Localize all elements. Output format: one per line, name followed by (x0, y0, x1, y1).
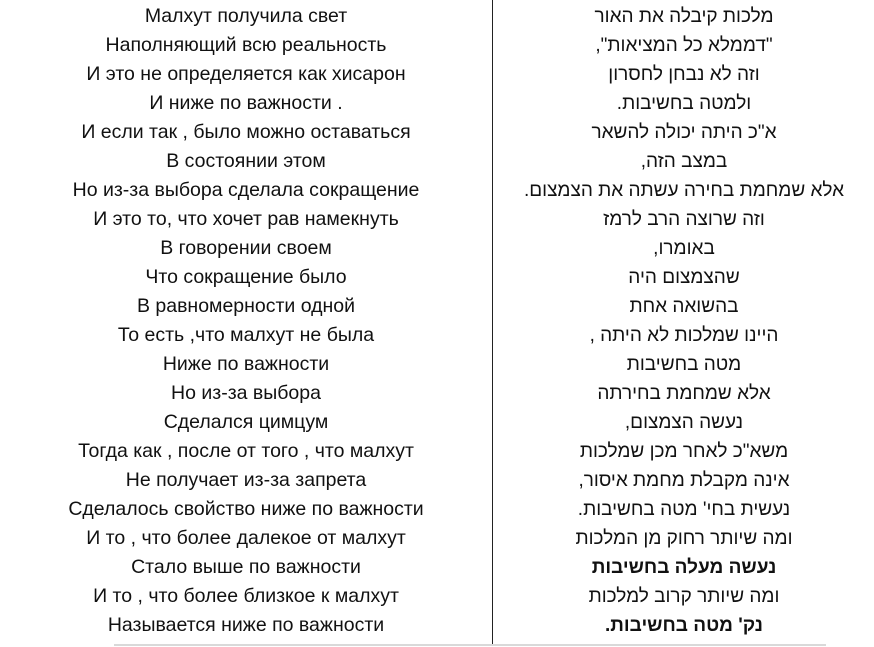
hebrew-line: ולמטה בחשיבות. (616, 93, 752, 114)
russian-line: Ниже по важности (162, 353, 330, 375)
hebrew-line: מטה בחשיבות (626, 354, 742, 375)
russian-line: Наполняющий всю реальность (105, 34, 387, 56)
hebrew-line: אינה מקבלת מחמת איסור, (578, 470, 790, 491)
russian-line: То есть ,что малхут не была (117, 324, 375, 346)
hebrew-line: אלא שמחמת בחירה עשתה את הצמצום. (523, 180, 845, 201)
hebrew-line: בהשואה אחת (629, 296, 739, 317)
hebrew-line: נעשה הצמצום, (624, 412, 744, 433)
russian-column (0, 2, 492, 640)
hebrew-line: נעשית בחי' מטה בחשיבות. (577, 499, 791, 520)
russian-line: И то , что более далекое от малхут (86, 527, 406, 549)
hebrew-line: "דממלא כל המציאות", (595, 35, 773, 56)
russian-line: Сделалось свойство ниже по важности (68, 498, 424, 520)
hebrew-line: שהצמצום היה (628, 267, 740, 288)
hebrew-line: משא"כ לאחר מכן שמלכות (579, 441, 789, 462)
russian-line: Не получает из-за запрета (125, 469, 367, 491)
russian-line: Стало выше по важности (131, 556, 361, 578)
russian-line: И это не определяется как хисарон (86, 63, 406, 85)
hebrew-line: ומה שיותר רחוק מן המלכות (575, 528, 793, 549)
hebrew-line: באומרו, (653, 238, 715, 259)
hebrew-line: ומה שיותר קרוב למלכות (588, 586, 780, 607)
hebrew-line: וזה לא נבחן לחסרון (608, 64, 760, 85)
hebrew-line: נעשה מעלה בחשיבות (591, 557, 777, 578)
hebrew-line: נק' מטה בחשיבות. (605, 615, 763, 636)
russian-line: Но из-за выбора сделала сокращение (72, 179, 420, 201)
bottom-rule (114, 644, 826, 646)
russian-line: Называется ниже по важности (107, 614, 385, 636)
hebrew-line: מלכות קיבלה את האור (594, 6, 774, 27)
russian-line: Что сокращение было (145, 266, 347, 288)
hebrew-line: וזה שרוצה הרב לרמז (603, 209, 765, 230)
hebrew-line: א"כ היתה יכולה להשאר (591, 122, 777, 143)
russian-line: Но из-за выбора (171, 382, 321, 404)
hebrew-line: אלא שמחמת בחירתה (597, 383, 771, 404)
russian-line: И ниже по важности . (149, 92, 343, 114)
hebrew-line: במצב הזה, (640, 151, 728, 172)
russian-line: И если так , было можно оставаться (81, 121, 411, 143)
hebrew-column (494, 2, 874, 640)
russian-line: Малхут получила свет (144, 5, 348, 27)
russian-line: В равномерности одной (136, 295, 356, 317)
russian-line: В говорении своем (160, 237, 332, 259)
russian-line: И то , что более близкое к малхут (93, 585, 399, 607)
column-divider (492, 0, 493, 645)
russian-line: Тогда как , после от того , что малхут (78, 440, 414, 462)
russian-line: И это то, что хочет рав намекнуть (93, 208, 399, 230)
russian-line: Сделался цимцум (163, 411, 329, 433)
hebrew-line: היינו שמלכות לא היתה , (589, 325, 779, 346)
russian-line: В состоянии этом (166, 150, 326, 172)
